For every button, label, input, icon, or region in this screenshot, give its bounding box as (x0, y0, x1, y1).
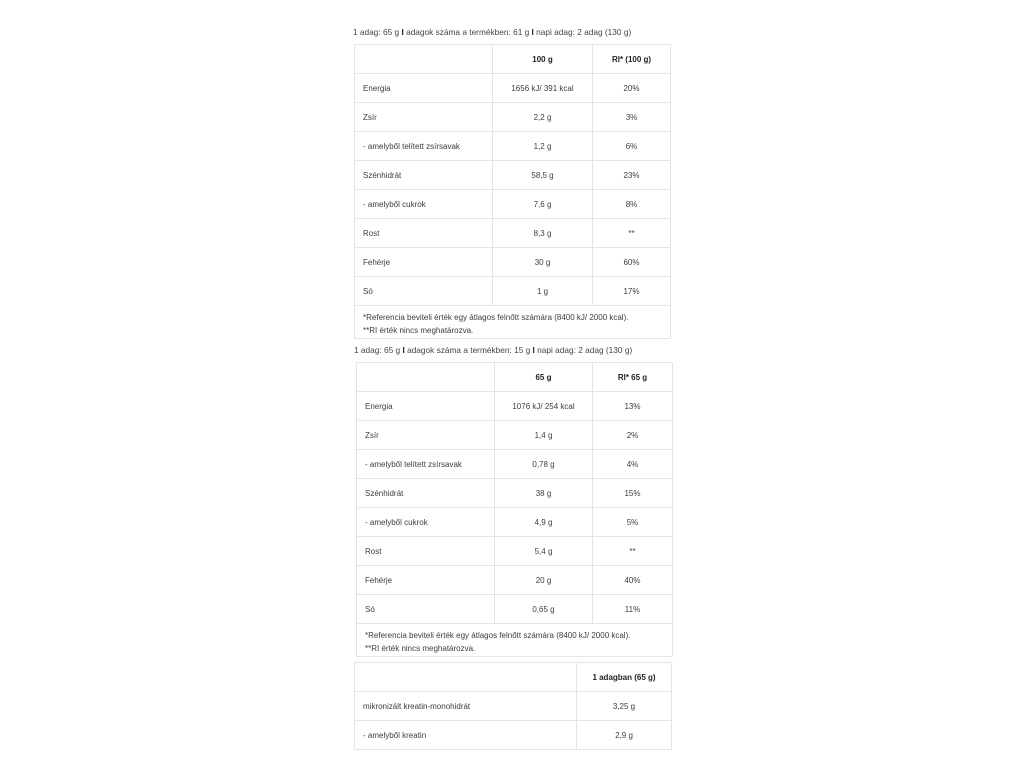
column-header (355, 663, 577, 692)
table-row (357, 566, 673, 595)
footnote-row (355, 306, 671, 339)
footnote-row (357, 624, 673, 657)
nutrient-name: Szénhidrát (355, 161, 493, 190)
table-row (355, 74, 671, 103)
nutrient-name: - amelyből telített zsírsavak (355, 132, 493, 161)
nutrient-ri: 3% (593, 103, 671, 132)
table-row (357, 537, 673, 566)
table-row (355, 219, 671, 248)
nutrient-ri: 6% (593, 132, 671, 161)
nutrient-amount: 4,9 g (495, 508, 593, 537)
nutrition-table-65g (356, 362, 673, 657)
nutrient-amount: 38 g (495, 479, 593, 508)
creatine-table (354, 662, 672, 750)
nutrient-name: Energia (355, 74, 493, 103)
separator: I (531, 27, 534, 37)
table-row (355, 248, 671, 277)
nutrient-ri: 4% (593, 450, 673, 479)
table-header-row (357, 363, 673, 392)
daily-dose: napi adag: 2 adag (130 g) (536, 27, 632, 37)
column-header (357, 363, 495, 392)
column-header: RI* (100 g) (593, 45, 671, 74)
separator: I (402, 345, 405, 355)
nutrient-name: Energia (357, 392, 495, 421)
table-row (355, 132, 671, 161)
table-header-row (355, 663, 672, 692)
table-row (357, 595, 673, 624)
column-header: 65 g (495, 363, 593, 392)
nutrition-table-100g (354, 44, 671, 339)
serving-size: 1 adag: 65 g (353, 27, 400, 37)
table-row (355, 277, 671, 306)
nutrient-name: Rost (357, 537, 495, 566)
nutrient-ri: 13% (593, 392, 673, 421)
nutrient-amount: 2,2 g (493, 103, 593, 132)
table-row (357, 392, 673, 421)
nutrient-amount: 30 g (493, 248, 593, 277)
footnotes (355, 306, 671, 339)
nutrient-ri: 5% (593, 508, 673, 537)
nutrient-name: - amelyből cukrok (355, 190, 493, 219)
nutrient-ri: 60% (593, 248, 671, 277)
nutrient-amount: 1076 kJ/ 254 kcal (495, 392, 593, 421)
separator: I (532, 345, 535, 355)
nutrient-name: Só (357, 595, 495, 624)
nutrient-amount: 8,3 g (493, 219, 593, 248)
table-row (357, 508, 673, 537)
nutrient-ri: 8% (593, 190, 671, 219)
nutrient-amount: 0,78 g (495, 450, 593, 479)
nutrient-amount: 20 g (495, 566, 593, 595)
serving-size: 1 adag: 65 g (354, 345, 401, 355)
footnote-no-ri: **RI érték nincs meghatározva. (363, 326, 474, 335)
table-row (355, 721, 672, 750)
nutrient-amount: 1656 kJ/ 391 kcal (493, 74, 593, 103)
table-row (355, 190, 671, 219)
nutrient-ri: ** (593, 537, 673, 566)
nutrient-name: - amelyből telített zsírsavak (357, 450, 495, 479)
servings-per-container: adagok száma a termékben: 61 g (406, 27, 530, 37)
nutrient-ri: 40% (593, 566, 673, 595)
ingredient-name: mikronizált kreatin-monohidrát (355, 692, 577, 721)
serving-info-1 (353, 27, 631, 37)
table-row (357, 450, 673, 479)
nutrient-ri: 23% (593, 161, 671, 190)
nutrient-name: Zsír (357, 421, 495, 450)
nutrient-amount: 1,4 g (495, 421, 593, 450)
column-header: 1 adagban (65 g) (577, 663, 672, 692)
nutrient-amount: 1 g (493, 277, 593, 306)
table-row (355, 161, 671, 190)
table-row (355, 692, 672, 721)
nutrient-name: Só (355, 277, 493, 306)
nutrient-name: Fehérje (357, 566, 495, 595)
nutrient-name: Rost (355, 219, 493, 248)
nutrient-amount: 1,2 g (493, 132, 593, 161)
daily-dose: napi adag: 2 adag (130 g) (537, 345, 633, 355)
nutrient-ri: 17% (593, 277, 671, 306)
column-header (355, 45, 493, 74)
table-row (355, 103, 671, 132)
nutrient-amount: 58,5 g (493, 161, 593, 190)
table-row (357, 479, 673, 508)
nutrient-amount: 5,4 g (495, 537, 593, 566)
nutrient-name: Fehérje (355, 248, 493, 277)
column-header: RI* 65 g (593, 363, 673, 392)
nutrient-amount: 0,65 g (495, 595, 593, 624)
nutrient-name: Zsír (355, 103, 493, 132)
ingredient-amount: 3,25 g (577, 692, 672, 721)
footnote-ri: *Referencia beviteli érték egy átlagos felnőtt számára (8400 kJ/ 2000 kcal). (363, 313, 629, 322)
separator: I (401, 27, 404, 37)
nutrient-ri: 11% (593, 595, 673, 624)
serving-info-2 (354, 345, 632, 355)
ingredient-amount: 2,9 g (577, 721, 672, 750)
nutrient-name: - amelyből cukrok (357, 508, 495, 537)
table-header-row (355, 45, 671, 74)
footnotes (357, 624, 673, 657)
nutrient-amount: 7,6 g (493, 190, 593, 219)
footnote-ri: *Referencia beviteli érték egy átlagos felnőtt számára (8400 kJ/ 2000 kcal). (365, 631, 631, 640)
nutrient-ri: ** (593, 219, 671, 248)
nutrient-name: Szénhidrát (357, 479, 495, 508)
nutrient-ri: 2% (593, 421, 673, 450)
ingredient-name: - amelyből kreatin (355, 721, 577, 750)
table-row (357, 421, 673, 450)
nutrient-ri: 20% (593, 74, 671, 103)
servings-per-container: adagok száma a termékben: 15 g (407, 345, 531, 355)
nutrient-ri: 15% (593, 479, 673, 508)
footnote-no-ri: **RI érték nincs meghatározva. (365, 644, 476, 653)
column-header: 100 g (493, 45, 593, 74)
